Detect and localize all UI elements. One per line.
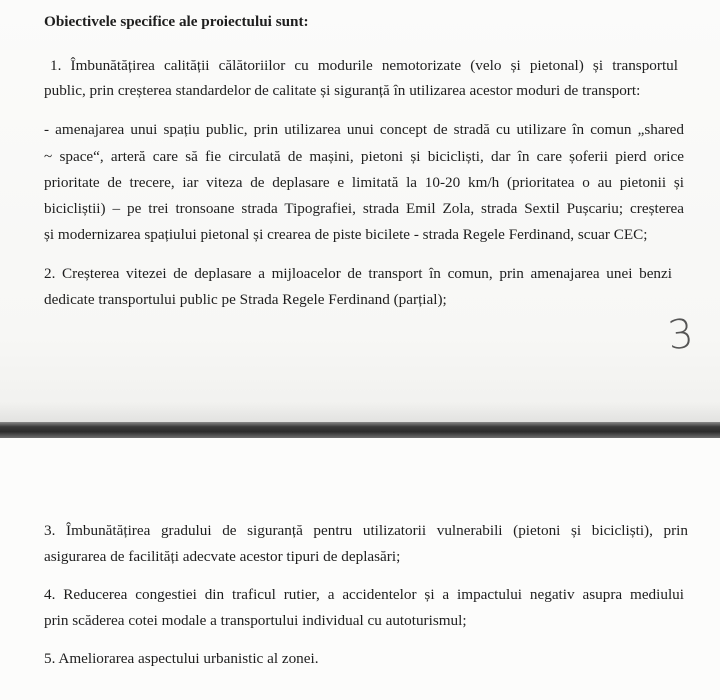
handwritten-page-number: 3 (665, 310, 696, 360)
bullet-1-line-5: și modernizarea spațiului pietonal și crearea de piste bicilete - strada Regele Ferdinand, scuar CEC; (44, 226, 648, 243)
bullet-1-line-4: bicicliștii) – pe trei tronsoane strada Tipografiei, strada Emil Zola, strada Sextil Pușcariu; creșterea (44, 200, 684, 217)
objective-4-line-2: prin scăderea cotei modale a transportului individual cu autoturismul; (44, 612, 467, 629)
document-heading: Obiectivele specifice ale proiectului sunt: (44, 13, 309, 30)
objective-1-line-1: 1. Îmbunătățirea calității călătoriilor cu modurile nemotorizate (velo și pietonal) și transportul (50, 57, 678, 74)
bullet-1-line-3: prioritate de trecere, iar viteza de deplasare e limitată la 10-20 km/h (prioritatea o au pietonii și (44, 174, 684, 191)
objective-5-line-1: 5. Ameliorarea aspectului urbanistic al zonei. (44, 650, 319, 667)
page-separator (0, 422, 720, 438)
objective-3-line-2: asigurarea de facilități adecvate acestor tipuri de deplasări; (44, 548, 401, 565)
objective-1-line-2: public, prin creșterea standardelor de calitate și siguranță în utilizarea acestor moduri de transport: (44, 82, 641, 99)
bullet-1-line-1: - amenajarea unui spațiu public, prin utilizarea unui concept de stradă cu utilizare în comun „shared (44, 121, 684, 138)
objective-3-line-1: 3. Îmbunătățirea gradului de siguranță pentru utilizatorii vulnerabili (pietoni și bicicliști), prin (44, 522, 688, 539)
objective-4-line-1: 4. Reducerea congestiei din traficul rutier, a accidentelor și a impactului negativ asupra mediului (44, 586, 684, 603)
bullet-1-line-2: ~ space“, arteră care să fie circulată de mașini, pietoni și bicicliști, dar în care șoferii pierd orice (44, 148, 684, 165)
objective-2-line-1: 2. Creșterea vitezei de deplasare a mijloacelor de transport în comun, prin amenajarea unei benzi (44, 265, 672, 282)
scan-shadow (0, 402, 720, 422)
objective-2-line-2: dedicate transportului public pe Strada Regele Ferdinand (parțial); (44, 291, 447, 308)
